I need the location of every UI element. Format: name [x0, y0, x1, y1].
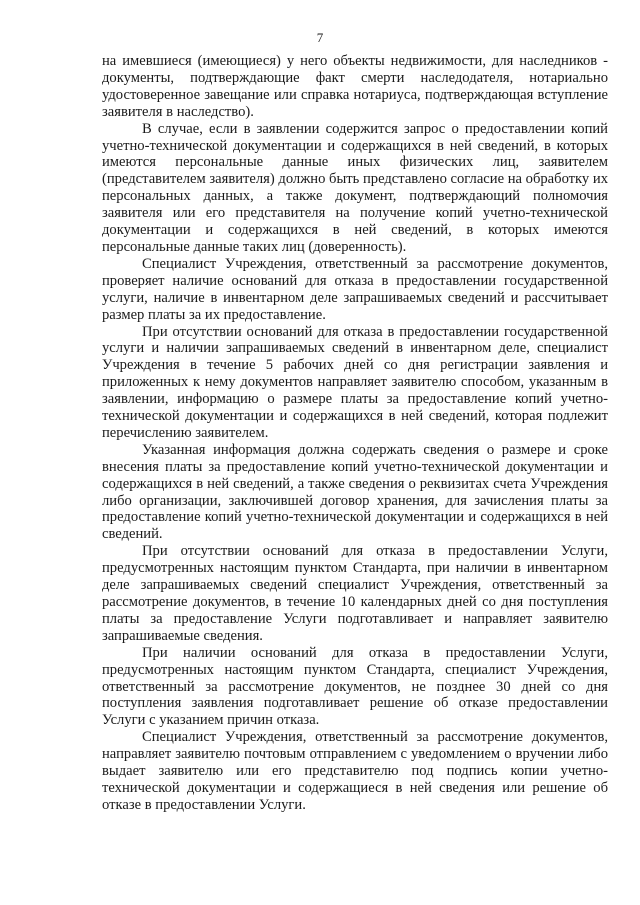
paragraph-refusal-decision: При наличии оснований для отказа в предоставлении Услуги, предусмотренных настоящим пунктом Стандарта, специалист Учреждения, ответственный за рассмотрение документов, не позднее 30 дней со дня поступления заявления подготавливает решение об отказе предоставлении Услуги с указанием причин отказа.	[102, 644, 608, 729]
paragraph-inheritance-documents: на имевшиеся (имеющиеся) у него объекты недвижимости, для наследников - документы, подтверждающие факт смерти наследодателя, нотариально удостоверенное завещание или справка нотариуса, подтверждающая вступление заявителя в наследство).	[102, 53, 608, 120]
paragraph-payment-notice: При отсутствии оснований для отказа в предоставлении государственной услуги и наличии запрашиваемых сведений в инвентарном деле, специалист Учреждения в течение 5 рабочих дней со дня регистрации заявления и приложенных к нему документов направляет заявителю способом, указанным в заявлении, информацию о размере платы за предоставление копий учетно-технической документации и содержащихся в ней сведений, которая подлежит перечислению заявителем.	[102, 323, 608, 441]
paragraph-delivery-method: Специалист Учреждения, ответственный за рассмотрение документов, направляет заявителю почтовым отправлением с уведомлением о вручении либо выдает заявителю или его представителю под подпись копии учетно-технической документации и содержащиеся в ней сведения или решение об отказе в предоставлении Услуги.	[102, 729, 608, 813]
paragraph-service-delivery: При отсутствии оснований для отказа в предоставлении Услуги, предусмотренных настоящим пунктом Стандарта, при наличии в инвентарном деле запрашиваемых сведений специалист Учреждения, ответственный за рассмотрение документов, в течение 10 календарных дней со дня поступления платы за предоставление Услуги подготавливает и направляет заявителю запрашиваемые сведения.	[102, 543, 608, 644]
document-body	[102, 53, 608, 814]
paragraph-personal-data-consent: В случае, если в заявлении содержится запрос о предоставлении копий учетно-технической документации и содержащихся в ней сведений, в которых имеются персональные данные иных физических лиц, заявителем (представителем заявителя) должно быть представлено согласие на обработку их персональных данных, а также документ, подтверждающий полномочия заявителя или его представителя на получение копий учетно-технической документации и содержащихся в ней сведений, в которых имеются персональные данные таких лиц (доверенность).	[102, 120, 608, 255]
paragraph-payment-details: Указанная информация должна содержать сведения о размере и сроке внесения платы за предоставление копий учетно-технической документации и содержащихся в ней сведений, а также сведения о реквизитах счета Учреждения либо организации, заключившей договор хранения, для зачисления платы за предоставление копий учетно-технической документации и содержащихся в ней сведений.	[102, 441, 608, 543]
paragraph-specialist-check: Специалист Учреждения, ответственный за рассмотрение документов, проверяет наличие оснований для отказа в предоставлении государственной услуги, наличие в инвентарном деле запрашиваемых сведений и рассчитывает размер платы за их предоставление.	[102, 255, 608, 323]
page-number: 7	[316, 30, 324, 45]
